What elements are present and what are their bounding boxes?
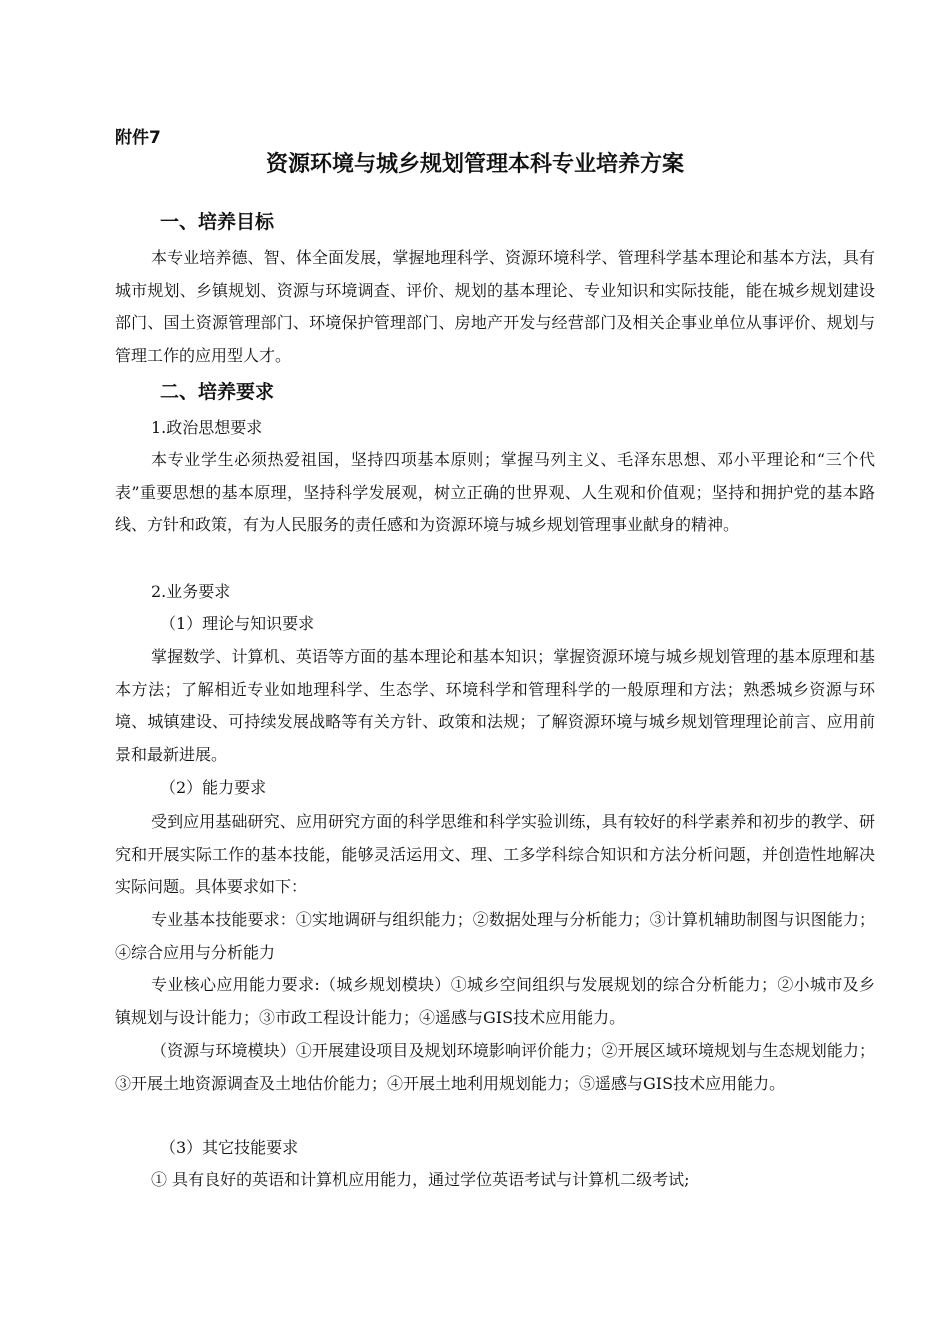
basic-skills-paragraph: 专业基本技能要求：①实地调研与组织能力；②数据处理与分析能力；③计算机辅助制图与识图能力；④综合应用与分析能力 <box>115 910 875 962</box>
goal-paragraph: 本专业培养德、智、体全面发展，掌握地理科学、资源环境科学、管理科学基本理论和基本方法，具有城市规划、乡镇规划、资源与环境调查、评价、规划的基本理论、专业知识和实际技能，能在城乡规划建设部门、国土资源管理部门、环境保护管理部门、房地产开发与经营部门及相关企事业单位从事评价、规划与管理工作的应用型人才。 <box>115 248 875 365</box>
theory-knowledge-paragraph: 掌握数学、计算机、英语等方面的基本理论和基本知识；掌握资源环境与城乡规划管理的基本原理和基本方法；了解相近专业如地理科学、生态学、环境科学和管理科学的一般原理和方法；熟悉城乡资源与环境、城镇建设、可持续发展战略等有关方针、政策和法规；了解资源环境与城乡规划管理理论前言、应用前景和最新进展。 <box>115 647 875 764</box>
document-title: 资源环境与城乡规划管理本科专业培养方案 <box>265 152 684 177</box>
political-requirements-paragraph: 本专业学生必须热爱祖国，坚持四项基本原则；掌握马列主义、毛泽东思想、邓小平理论和“三个代表”重要思想的基本原理，坚持科学发展观，树立正确的世界观、人生观和价值观；坚持和拥护党的基本路线、方针和政策，有为人民服务的责任感和为资源环境与城乡规划管理事业献身的精神。 <box>115 450 875 535</box>
section-heading-goal: 一、培养目标 <box>160 211 275 233</box>
section-heading-requirements: 二、培养要求 <box>160 381 275 403</box>
other-skills-label: （3）其它技能要求 <box>160 1138 299 1157</box>
other-skills-item-1: ① 具有良好的英语和计算机应用能力，通过学位英语考试与计算机二级考试; <box>151 1170 690 1189</box>
core-urban-planning-paragraph: 专业核心应用能力要求:（城乡规划模块）①城乡空间组织与发展规划的综合分析能力；②小城市及乡镇规划与设计能力；③市政工程设计能力；④遥感与GIS技术应用能力。 <box>115 975 875 1027</box>
ability-requirements-paragraph: 受到应用基础研究、应用研究方面的科学思维和科学实验训练，具有较好的科学素养和初步的教学、研究和开展实际工作的基本技能，能够灵活运用文、理、工多学科综合知识和方法分析问题，并创造性地解决实际问题。具体要求如下： <box>115 812 875 897</box>
core-resource-environment-paragraph: （资源与环境模块）①开展建设项目及规划环境影响评价能力；②开展区域环境规划与生态规划能力；③开展土地资源调查及土地估价能力；④开展土地利用规划能力；⑤遥感与GIS技术应用能力。 <box>115 1041 875 1093</box>
political-requirements-label: 1.政治思想要求 <box>151 418 263 437</box>
business-requirements-label: 2.业务要求 <box>151 582 231 601</box>
ability-requirements-label: （2）能力要求 <box>160 778 267 797</box>
attachment-label: 附件7 <box>115 128 161 148</box>
theory-knowledge-label: （1）理论与知识要求 <box>160 614 315 633</box>
